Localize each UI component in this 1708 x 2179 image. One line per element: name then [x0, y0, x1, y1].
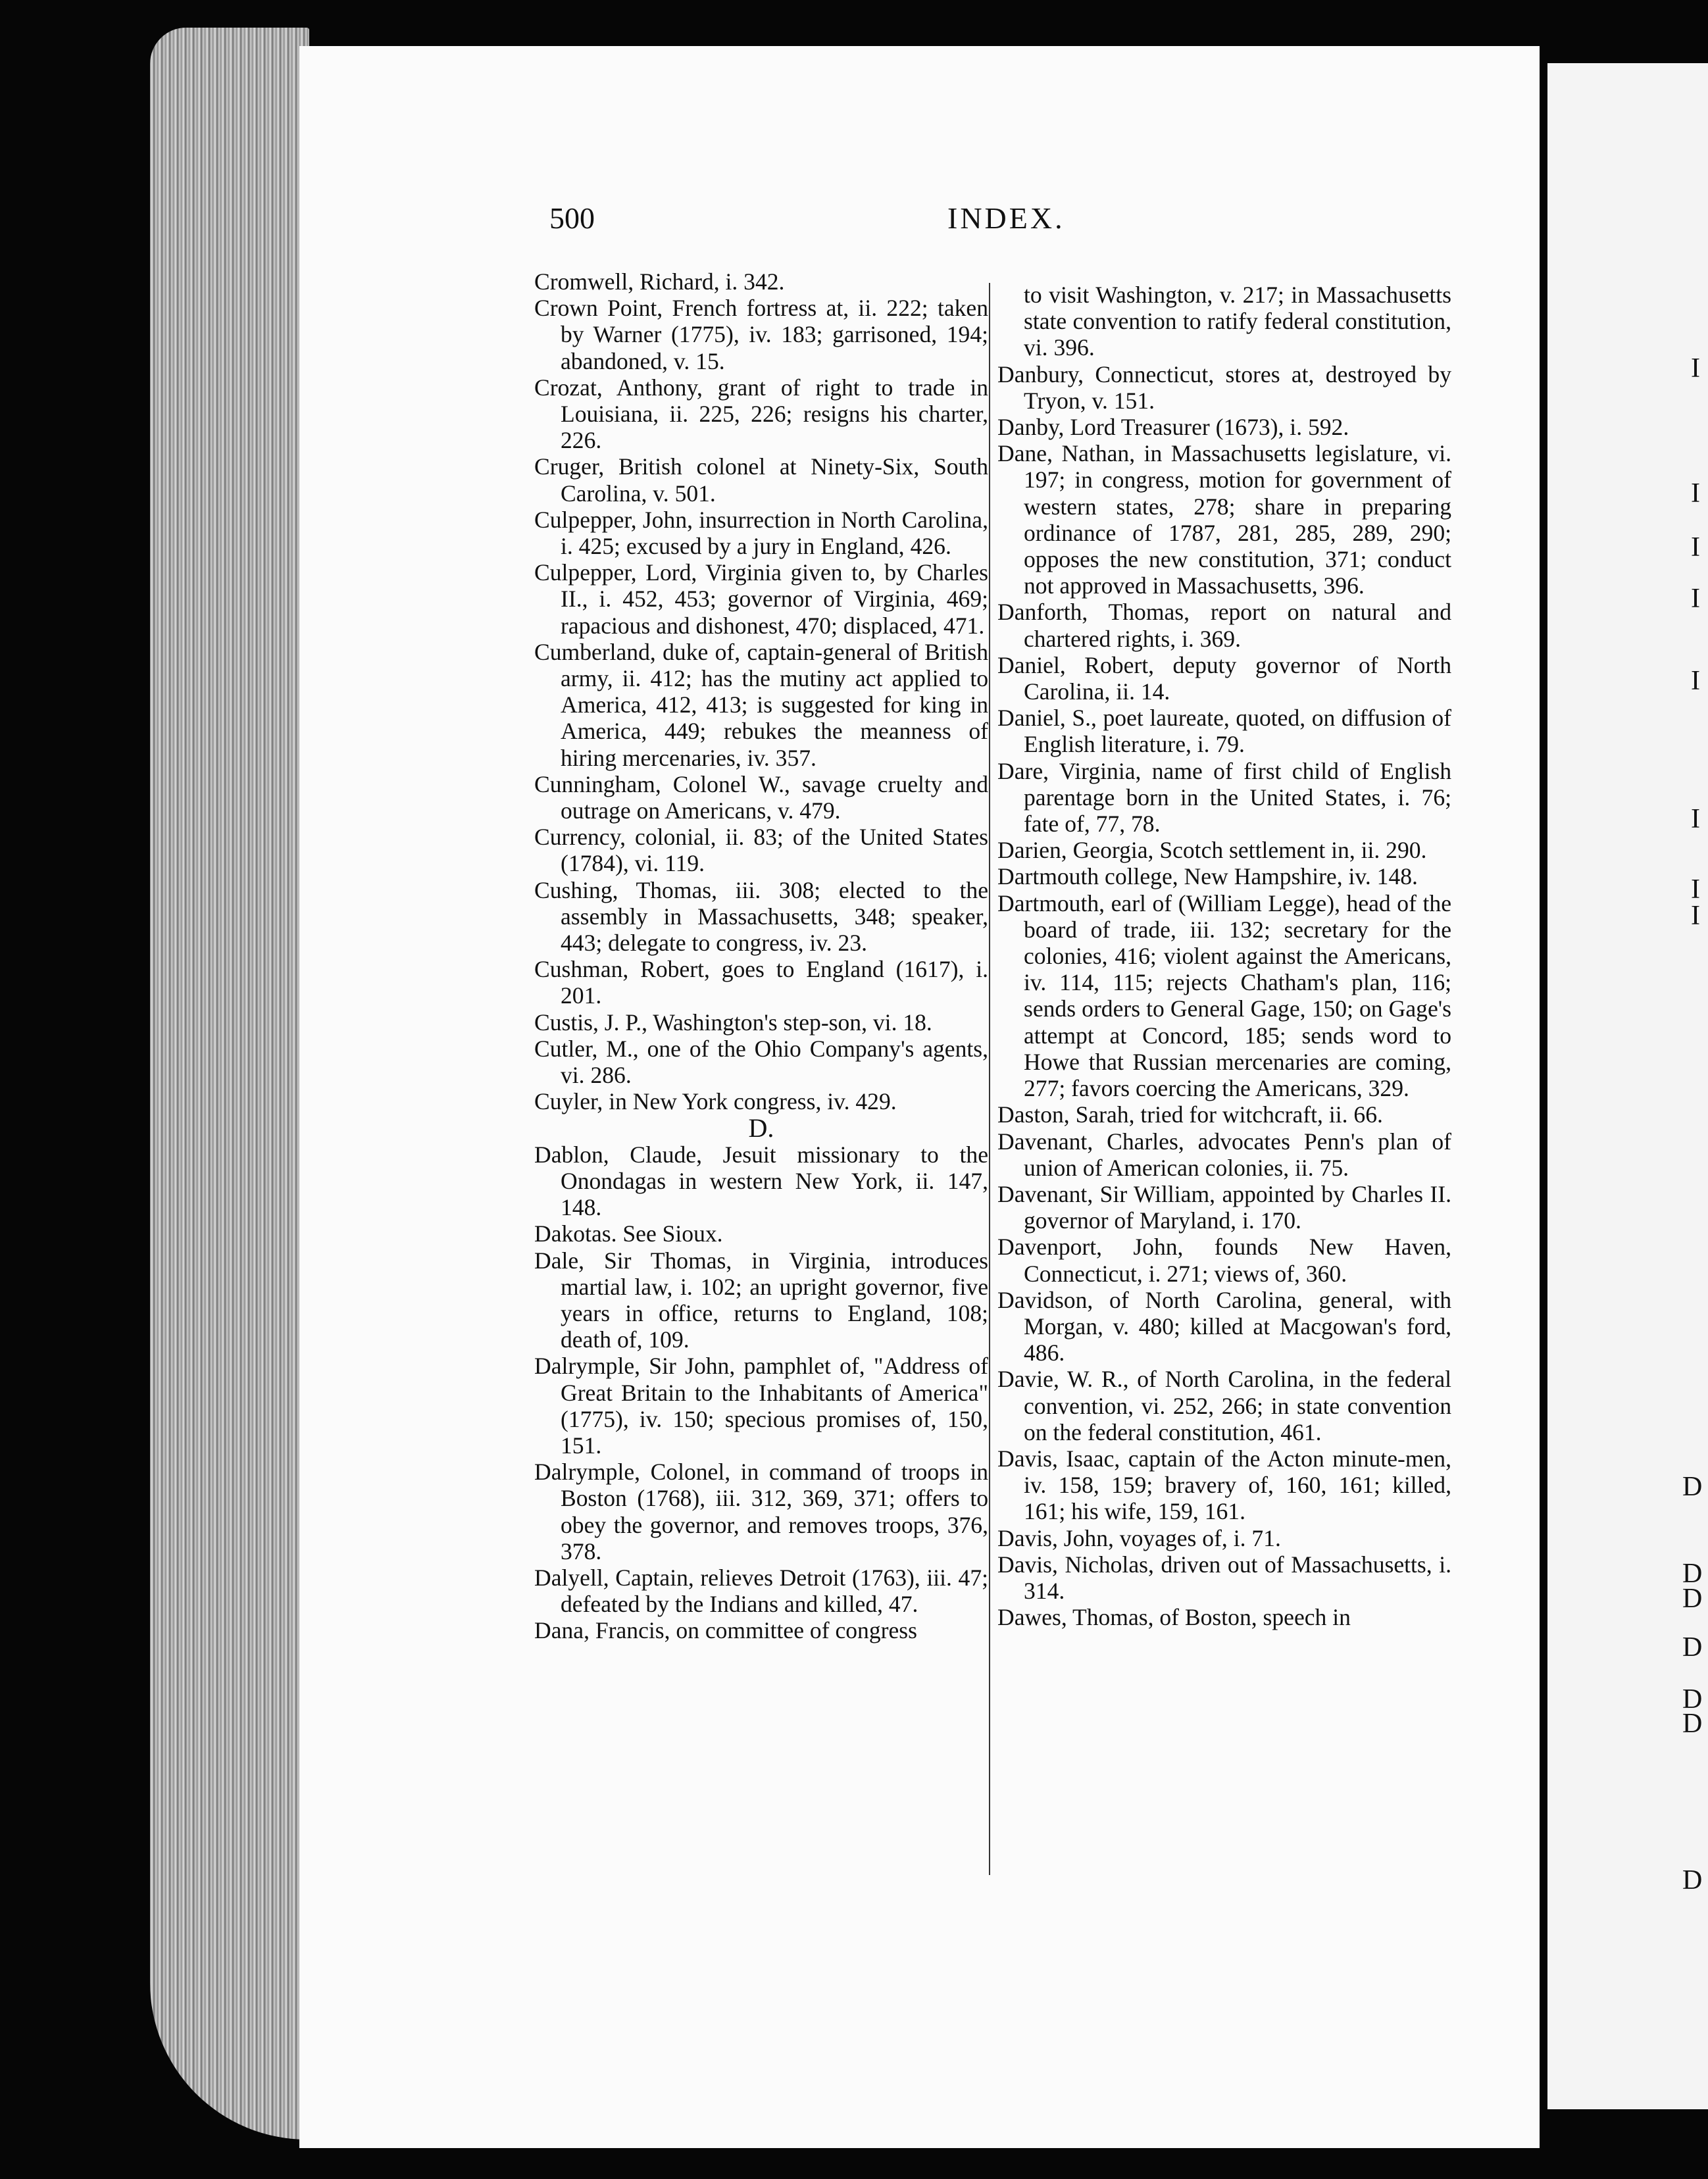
index-entry: Cushing, Thomas, iii. 308; elected to the assembly in Massachusetts, 348; speaker, 443; delegate to congress, iv. 23. — [534, 876, 988, 957]
index-entry: Davidson, of North Carolina, general, with Morgan, v. 480; killed at Macgowan's ford, 486. — [997, 1286, 1451, 1366]
index-entry: Danby, Lord Treasurer (1673), i. 592. — [997, 414, 1349, 441]
facing-page-letter: I — [1691, 804, 1700, 834]
facing-page-letter: I — [1691, 901, 1700, 931]
facing-page-letter: I — [1691, 584, 1700, 614]
index-column-left — [534, 268, 988, 1644]
index-entry: Cruger, British colonel at Ninety-Six, South Carolina, v. 501. — [534, 453, 988, 507]
facing-page-letter: I — [1691, 666, 1700, 696]
index-entry: Daniel, S., poet laureate, quoted, on diffusion of English literature, i. 79. — [997, 705, 1451, 758]
index-entry: Davenport, John, founds New Haven, Connecticut, i. 271; views of, 360. — [997, 1234, 1451, 1287]
index-entry: Cuyler, in New York congress, iv. 429. — [534, 1088, 897, 1115]
index-entry: Dablon, Claude, Jesuit missionary to the Onondagas in western New York, ii. 147, 148. — [534, 1141, 988, 1221]
index-entry: Davis, Nicholas, driven out of Massachusetts, i. 314. — [997, 1551, 1451, 1604]
index-entry: Culpepper, John, insurrection in North Carolina, i. 425; excused by a jury in England, 426. — [534, 506, 988, 560]
page-number: 500 — [549, 201, 595, 235]
index-entry: Dane, Nathan, in Massachusetts legislature, vi. 197; in congress, motion for government of western states, 278; share in preparing ordinance of 1787, 281, 285, 289, 290; opposes the new constitution, 371; conduct not approved in Massachusetts, 396. — [997, 440, 1451, 599]
index-entry: Danbury, Connecticut, stores at, destroyed by Tryon, v. 151. — [997, 361, 1451, 414]
index-entry: Custis, J. P., Washington's step-son, vi. 18. — [534, 1009, 932, 1036]
index-entry: Dalrymple, Colonel, in command of troops in Boston (1768), iii. 312, 369, 371; offers to obey the governor, and removes troops, 376, 378. — [534, 1459, 988, 1565]
facing-page-letter: D — [1682, 1709, 1703, 1739]
index-entry: Dalyell, Captain, relieves Detroit (1763), iii. 47; defeated by the Indians and killed, 47. — [534, 1564, 988, 1618]
facing-page-letter: D — [1682, 1584, 1703, 1614]
facing-page-letter: D — [1682, 1865, 1703, 1895]
book-page-edge — [150, 28, 309, 2140]
index-entry: Dakotas. See Sioux. — [534, 1220, 723, 1247]
column-divider — [989, 283, 990, 1875]
index-entry: Davie, W. R., of North Carolina, in the federal convention, vi. 252, 266; in state convention on the federal constitution, 461. — [997, 1366, 1451, 1445]
index-entry: Dale, Sir Thomas, in Virginia, introduces martial law, i. 102; an upright governor, five years in office, returns to England, 108; death of, 109. — [534, 1247, 988, 1353]
index-column-right — [997, 282, 1451, 1630]
section-letter-heading: D. — [748, 1113, 774, 1143]
index-entry: Cromwell, Richard, i. 342. — [534, 268, 785, 295]
index-entry: Crozat, Anthony, grant of right to trade in Louisiana, ii. 225, 226; resigns his charter, 226. — [534, 374, 988, 454]
index-entry: Dana, Francis, on committee of congress — [534, 1617, 917, 1644]
facing-page-letter: D — [1682, 1632, 1703, 1663]
index-entry: Davis, Isaac, captain of the Acton minute-men, iv. 158, 159; bravery of, 160, 161; killed, 161; his wife, 159, 161. — [997, 1445, 1451, 1525]
index-entry: Dawes, Thomas, of Boston, speech in — [997, 1604, 1351, 1631]
page-header — [549, 201, 1444, 247]
facing-page-fragment — [1547, 63, 1708, 2109]
index-entry: Davenant, Charles, advocates Penn's plan of union of American colonies, ii. 75. — [997, 1128, 1451, 1181]
index-entry: Darien, Georgia, Scotch settlement in, ii. 290. — [997, 837, 1427, 864]
index-entry: Cumberland, duke of, captain-general of British army, ii. 412; has the mutiny act applied to America, 412, 413; is suggested for king in America, 449; rebukes the meanness of hiring mercenaries, iv. 357. — [534, 638, 988, 771]
index-entry: Daston, Sarah, tried for witchcraft, ii. 66. — [997, 1101, 1383, 1128]
index-entry: Crown Point, French fortress at, ii. 222; taken by Warner (1775), iv. 183; garrisoned, 194; abandoned, v. 15. — [534, 295, 988, 374]
index-entry: Dare, Virginia, name of first child of English parentage born in the United States, i. 76; fate of, 77, 78. — [997, 757, 1451, 838]
page-title: INDEX. — [947, 201, 1065, 235]
index-entry: Davenant, Sir William, appointed by Charles II. governor of Maryland, i. 170. — [997, 1180, 1451, 1234]
index-entry: Danforth, Thomas, report on natural and chartered rights, i. 369. — [997, 599, 1451, 652]
index-entry-continuation: to visit Washington, v. 217; in Massachusetts state convention to ratify federal constitution, vi. 396. — [1024, 282, 1451, 361]
facing-page-letter: D — [1682, 1684, 1703, 1715]
facing-page-letter: I — [1691, 353, 1700, 384]
facing-page-letter: D — [1682, 1559, 1703, 1589]
facing-page-letter: I — [1691, 478, 1700, 509]
index-entry: Currency, colonial, ii. 83; of the United States (1784), vi. 119. — [534, 824, 988, 877]
index-entry: Dalrymple, Sir John, pamphlet of, "Address of Great Britain to the Inhabitants of America" (1775), iv. 150; specious promises of, 150, 151. — [534, 1353, 988, 1459]
index-entry: Dartmouth, earl of (William Legge), head of the board of trade, iii. 132; secretary for the colonies, 416; violent against the Americans, iv. 114, 115; rejects Chatham's plan, 116; sends orders to General Gage, 150; on Gage's attempt at Concord, 185; sends word to Howe that Russian mercenaries are coming, 277; favors coercing the Americans, 329. — [997, 889, 1451, 1102]
facing-page-letter: D — [1682, 1472, 1703, 1502]
facing-page-letter: I — [1691, 532, 1700, 563]
index-entry: Cushman, Robert, goes to England (1617), i. 201. — [534, 956, 988, 1009]
index-entry: Daniel, Robert, deputy governor of North Carolina, ii. 14. — [997, 651, 1451, 705]
index-entry: Culpepper, Lord, Virginia given to, by Charles II., i. 452, 453; governor of Virginia, 469; rapacious and dishonest, 470; displaced, 471. — [534, 559, 988, 639]
facing-page-letter: I — [1691, 874, 1700, 905]
index-entry: Davis, John, voyages of, i. 71. — [997, 1524, 1281, 1551]
index-entry: Cutler, M., one of the Ohio Company's agents, vi. 286. — [534, 1035, 988, 1089]
index-entry: Dartmouth college, New Hampshire, iv. 148. — [997, 863, 1418, 890]
index-entry: Cunningham, Colonel W., savage cruelty and outrage on Americans, v. 479. — [534, 770, 988, 824]
